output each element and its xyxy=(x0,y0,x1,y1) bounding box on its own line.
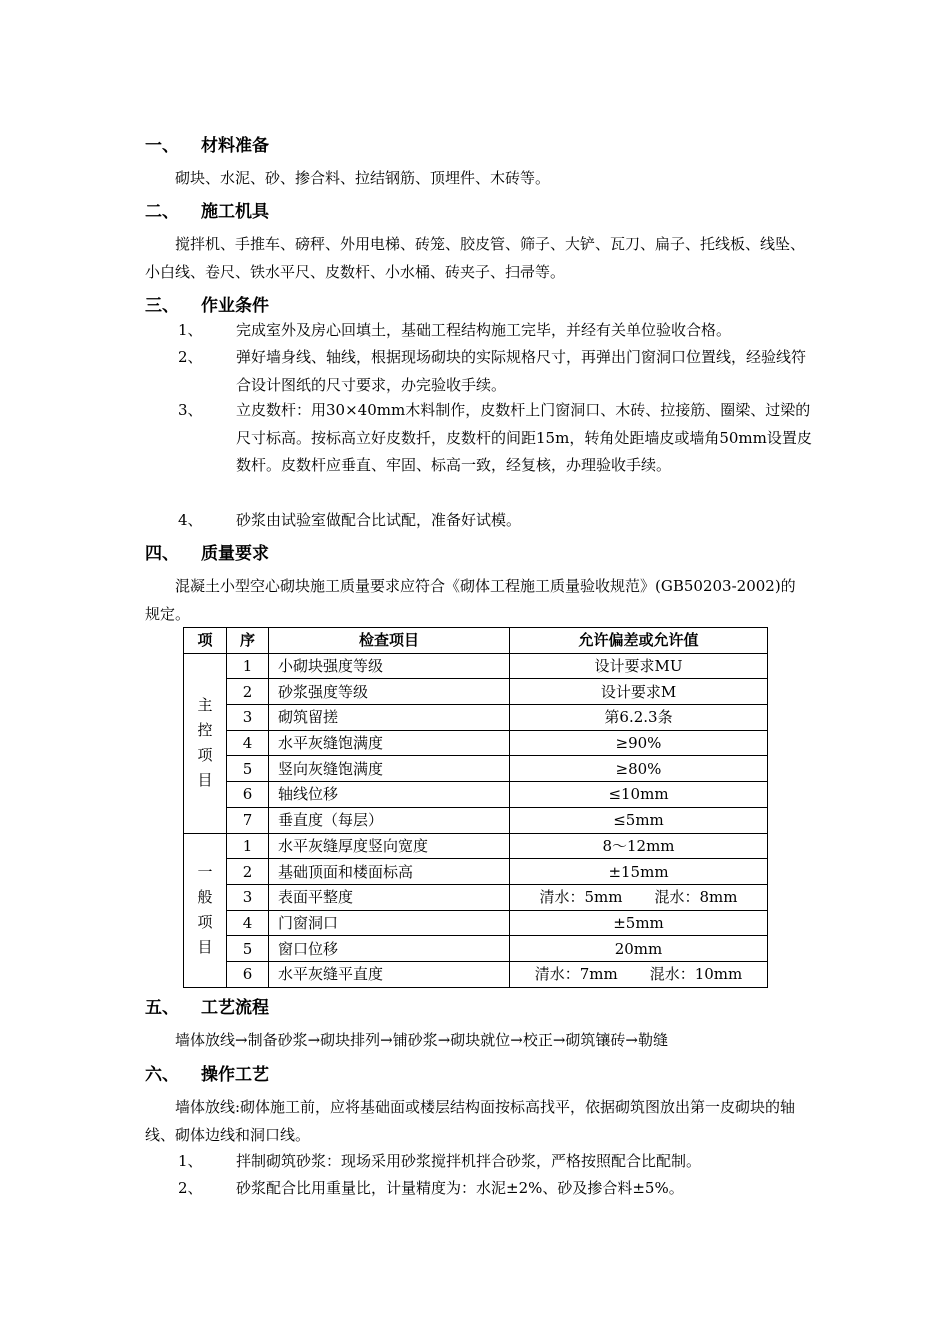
table-row: 6 水平灰缝平直度 清水：7mm 混水：10mm xyxy=(184,961,768,987)
table-row: 2 基础顶面和楼面标高 ±15mm xyxy=(184,859,768,885)
main-control-group-cell: 主 控 项 目 xyxy=(184,653,227,833)
table-row: 3 砌筑留搓 第6.2.3条 xyxy=(184,705,768,731)
condition-item-4: 4、 砂浆由试验室做配合比试配，准备好试模。 xyxy=(178,511,522,529)
operation-item-2: 2、 砂浆配合比用重量比，计量精度为：水泥±2%、砂及掺合料±5%。 xyxy=(178,1179,684,1197)
section-heading-6: 六、 操作工艺 xyxy=(145,1065,269,1085)
header-item: 检查项目 xyxy=(269,628,510,654)
tools-text: 搅拌机、手推车、磅秤、外用电梯、砖笼、胶皮管、筛子、大铲、瓦刀、扁子、托线板、线坠、小白线、卷尺、铁水平尺、皮数杆、小水桶、砖夹子、扫帚等。 xyxy=(145,235,806,281)
table-row: 4 门窗洞口 ±5mm xyxy=(184,910,768,936)
process-flow-text: 墙体放线→制备砂浆→砌块排列→铺砂浆→砌块就位→校正→砌筑镶砖→勒缝 xyxy=(175,1031,668,1049)
header-seq: 序 xyxy=(227,628,269,654)
table-row: 一 般 项 目 1 水平灰缝厚度竖向宽度 8～12mm xyxy=(184,833,768,859)
header-tolerance: 允许偏差或允许值 xyxy=(510,628,768,654)
table-row: 5 窗口位移 20mm xyxy=(184,936,768,962)
section-heading-4: 四、 质量要求 xyxy=(145,544,269,564)
table-row: 5 竖向灰缝饱满度 ≥80% xyxy=(184,756,768,782)
condition-item-3: 3、 立皮数杆：用30×40mm木料制作，皮数杆上门窗洞口、木砖、拉接筋、圈梁、过梁的尺寸标高。按标高立好皮数扦，皮数杆的间距15m，转角处距墙皮或墙角50mm设置皮数杆。皮数杆应垂直、牢固、标高一致，经复核，办理验收手续。 xyxy=(178,401,812,474)
materials-text: 砌块、水泥、砂、掺合料、拉结钢筋、顶埋件、木砖等。 xyxy=(175,169,551,187)
table-row: 3 表面平整度 清水：5mm 混水：8mm xyxy=(184,884,768,910)
table-row: 6 轴线位移 ≤10mm xyxy=(184,782,768,808)
operation-intro-text: 墙体放线:砌体施工前，应将基础面或楼层结构面按标高找平，依据砌筑图放出第一皮砌块的轴线、砌体边线和洞口线。 xyxy=(145,1098,796,1144)
table-row: 主 控 项 目 1 小砌块强度等级 设计要求MU xyxy=(184,653,768,679)
quality-intro-text: 混凝土小型空心砌块施工质量要求应符合《砌体工程施工质量验收规范》(GB50203-2002)的规定。 xyxy=(145,577,796,623)
quality-table xyxy=(183,627,768,988)
table-row: 4 水平灰缝饱满度 ≥90% xyxy=(184,730,768,756)
condition-item-2: 2、 弹好墙身线、轴线，根据现场砌块的实际规格尺寸，再弹出门窗洞口位置线，经验线符合设计图纸的尺寸要求，办完验收手续。 xyxy=(178,348,807,394)
section-heading-1: 一、 材料准备 xyxy=(145,136,269,156)
table-header-row xyxy=(184,628,768,654)
condition-item-1: 1、 完成室外及房心回填土，基础工程结构施工完毕，并经有关单位验收合格。 xyxy=(178,321,732,339)
section-heading-2: 二、 施工机具 xyxy=(145,202,269,222)
section-heading-5: 五、 工艺流程 xyxy=(145,998,269,1018)
header-group: 项 xyxy=(184,628,227,654)
general-group-cell: 一 般 项 目 xyxy=(184,833,227,987)
table-row: 7 垂直度（每层） ≤5mm xyxy=(184,807,768,833)
section-heading-3: 三、 作业条件 xyxy=(145,296,269,316)
operation-item-1: 1、 拌制砌筑砂浆：现场采用砂浆搅拌机拌合砂浆，严格按照配合比配制。 xyxy=(178,1152,702,1170)
table-row: 2 砂浆强度等级 设计要求M xyxy=(184,679,768,705)
